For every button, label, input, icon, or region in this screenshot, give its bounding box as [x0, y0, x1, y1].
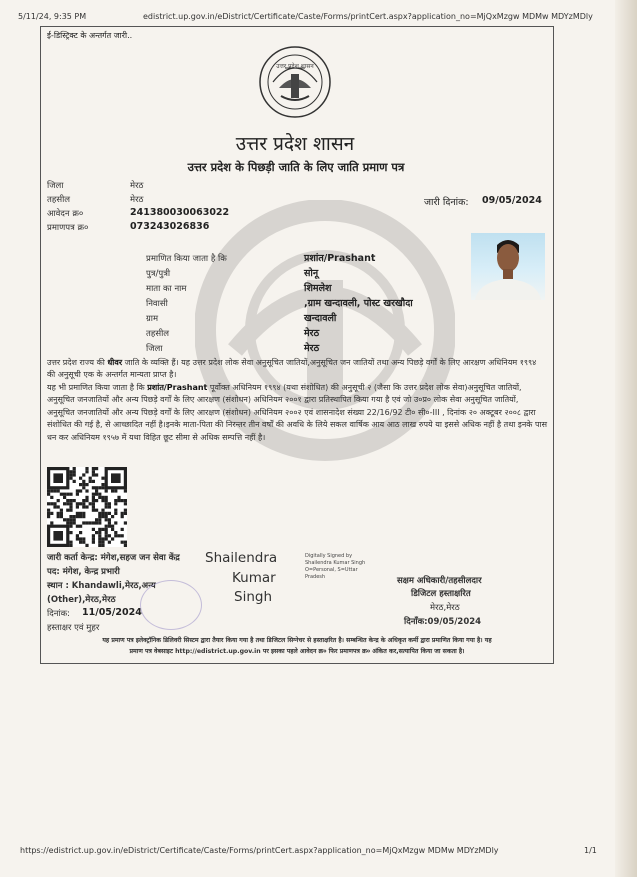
issue-date-label: जारी दिनांक:	[424, 197, 469, 208]
signer-name-line3: Singh	[234, 589, 273, 605]
person-district-value: मेरठ	[304, 343, 320, 354]
certificate-no-value: 073243026836	[130, 221, 210, 232]
mother-label: माता का नाम	[146, 284, 187, 294]
signature-seal-label: हस्ताक्षर एवं मुहर	[47, 623, 100, 633]
authority-place: मेरठ,मेरठ	[430, 603, 460, 613]
round-stamp	[140, 580, 202, 630]
father-value: सोनू	[304, 268, 319, 279]
issuer-date-label: दिनांक:	[47, 609, 71, 619]
caste-statement-paragraph: उत्तर प्रदेश राज्य की धीवर जाति के व्यक्ति हैं। यह उत्तर प्रदेश लोक सेवा अनुसूचित जातियों,अनुसूचित जन जातियों तथा अन्य पिछड़े वर्गों के लिए आरक्षण अधिनियम १९९४ की अनुसूची एक के अन्तर्गत मान्यता प्राप्त है।	[47, 358, 537, 380]
signer-name-line2: Kumar	[232, 570, 276, 586]
tehsil-value: मेरठ	[130, 195, 144, 205]
person-district-label: जिला	[146, 344, 163, 354]
village-label: ग्राम	[146, 314, 159, 324]
emblem-text: उत्तर प्रदेश शासन	[276, 63, 314, 70]
issuer-place: स्थान : Khandawli,मेरठ,अन्य	[47, 581, 156, 591]
resident-label: निवासी	[146, 299, 168, 309]
qr-code	[47, 467, 127, 547]
father-label: पुत्र/पुत्री	[146, 269, 171, 279]
issuer-place-2: (Other),मेरठ,मेरठ	[47, 595, 116, 605]
issue-date-value: 09/05/2024	[482, 195, 542, 206]
application-no-label: आवेदन क्र०	[47, 209, 84, 219]
digital-signature-details: Digitally Signed by Shailendra Kumar Singh O=Personal, S=Uttar Pradesh	[305, 553, 366, 580]
authority-date: दिनाँक:09/05/2024	[404, 617, 482, 627]
issuer-date-value: 11/05/2024	[82, 607, 142, 618]
certified-name-value: प्रशांत/Prashant	[304, 253, 376, 264]
resident-value: ,ग्राम खन्दावली, पोस्ट खरखौदा	[304, 298, 413, 309]
print-url: edistrict.up.gov.in/eDistrict/Certificate/Caste/Forms/printCert.aspx?application_no=MjQxMzgw MDMw MDYzMDly	[143, 12, 593, 21]
application-no-value: 241380030063022	[130, 207, 230, 218]
verification-footer-note: यह प्रमाण पत्र इलेक्ट्रॉनिक डिलिवरी सिस्टम द्वारा तैयार किया गया है तथा डिजिटल सिग्नेचर से हस्ताक्षरित है। सम्बन्धित केन्द्र के अधिकृत कर्मी द्वारा प्रमाणित किया गया है। यह प्रमाण पत्र वेबसाइट http://edistrict.up.gov.in पर इसका पहले आवेदन क्र० फिर प्रमाणपत्र क्र० अंकित कर,सत्यापित किया जा सकता है।	[102, 637, 492, 655]
certified-name-label: प्रमाणित किया जाता है कि	[146, 254, 227, 264]
up-govt-emblem-icon	[257, 44, 333, 120]
page-number: 1/1	[584, 846, 597, 855]
person-tehsil-label: तहसील	[146, 329, 170, 339]
district-value: मेरठ	[130, 181, 144, 191]
applicant-photo	[471, 233, 545, 300]
issuer-designation: पद: मंगेश, केन्द्र प्रभारी	[47, 567, 120, 577]
district-jurisdiction-note: ई-डिस्ट्रिक्ट के अन्तर्गत जारी..	[47, 31, 133, 40]
person-tehsil-value: मेरठ	[304, 328, 320, 339]
authority-title: सक्षम अधिकारी/तहसीलदार	[397, 576, 482, 586]
verification-paragraph: यह भी प्रमाणित किया जाता है कि प्रशांत/Prashant पूर्वोक्त अधिनियम १९९४ (यथा संशोधित) की अनुसूची २ (जैसा कि उत्तर प्रदेश लोक सेवा)अनुसूचित जातियों, अनुसूचित जनजातियों और अन्य पिछड़े वर्गों के लिए आरक्षण (संशोधन) अधिनियम २००१ द्वारा प्रतिस्थापित किया गया है एवं जो उ०प्र० लोक सेवा अनुसूचित जातियों, अनुसूचित जनजातियों और अन्य पिछड़े वर्गों के लिए आरक्षण (संशोधन) अधिनियम २००२ एवं शासनादेश संख्या 22/16/92 टी० सी०-III , दिनांक २० अक्टूबर २००८ द्वारा संशोधित की गई है, से आच्छादित नहीं है।इनके माता-पिता की निरन्तर तीन वर्षों की अवधि के लिये सकल वार्षिक आय आठ लाख रुपये या इससे अधिक नहीं है तथा इनके पास धन कर अधिनियम १९५७ में यथा विहित छूट सीमा से अधिक सम्पत्ति नहीं है।	[47, 383, 547, 442]
watermark-emblem-icon	[195, 200, 455, 500]
tehsil-label: तहसील	[47, 195, 71, 205]
certificate-no-label: प्रमाणपत्र क्र०	[47, 223, 89, 233]
certificate-title: उत्तर प्रदेश के पिछड़ी जाति के लिए जाति प्रमाण पत्र	[187, 160, 405, 174]
mother-value: शिमलेश	[304, 283, 332, 294]
village-value: खन्दावली	[304, 313, 337, 324]
page-edge	[615, 0, 637, 877]
govt-title: उत्तर प्रदेश शासन	[235, 133, 355, 155]
issuing-center: जारी कर्ता केन्द्र: मंगेश,सहज जन सेवा केंद्र	[47, 553, 180, 563]
print-footer-url: https://edistrict.up.gov.in/eDistrict/Certificate/Caste/Forms/printCert.aspx?application_no=MjQxMzgw MDMw MDYzMDly	[20, 846, 499, 855]
authority-digital-sign: डिजिटल हस्ताक्षरित	[411, 589, 471, 599]
signer-name-line1: Shailendra	[205, 550, 278, 566]
district-label: जिला	[47, 181, 64, 191]
print-timestamp: 5/11/24, 9:35 PM	[18, 12, 87, 21]
